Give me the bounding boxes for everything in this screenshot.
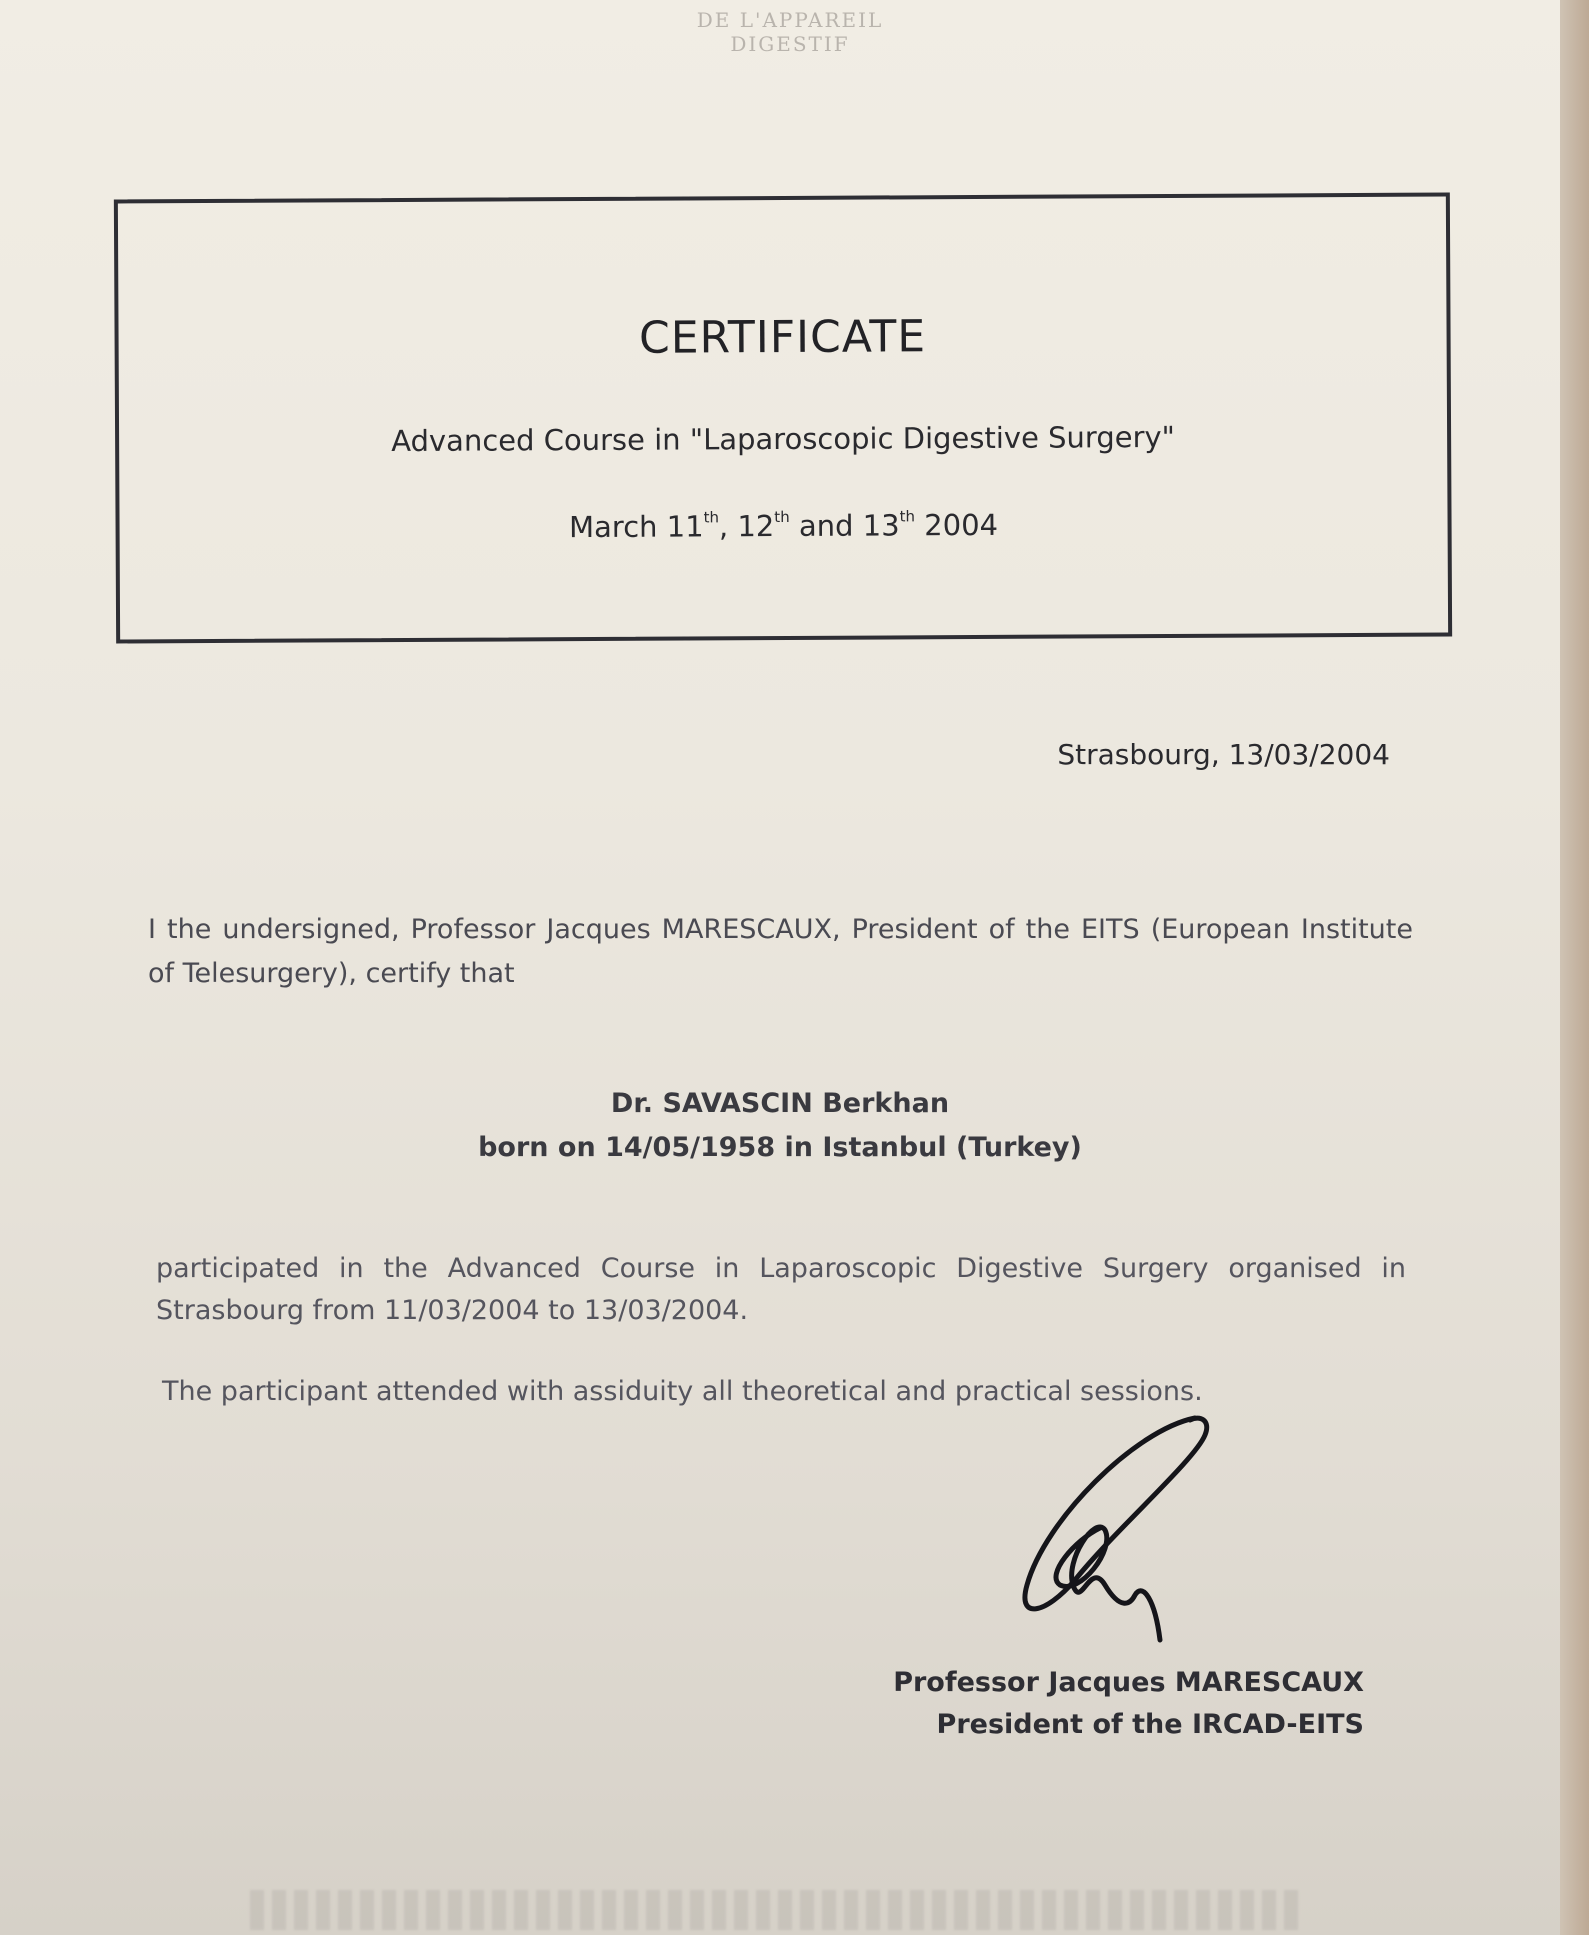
place-and-date: Strasbourg, 13/03/2004 <box>1057 738 1390 771</box>
date-part-2: , 12 <box>718 509 775 544</box>
recipient-name: Dr. SAVASCIN Berkhan <box>610 1088 950 1119</box>
attendance-paragraph: The participant attended with assiduity all theoretical and practical sessions. <box>162 1376 1203 1407</box>
letterhead-text: DE L'APPAREIL DIGESTIF <box>696 8 884 56</box>
recipient-birth: born on 14/05/1958 in Istanbul (Turkey) <box>478 1132 1082 1163</box>
date-part-3: and 13 <box>789 508 900 543</box>
footer-address-faded <box>250 1890 1300 1930</box>
intro-paragraph: I the undersigned, Professor Jacques MARESCAUX, President of the EITS (European Institute of Telesurgery), certify that <box>148 914 1413 989</box>
signatory-title: President of the IRCAD-EITS <box>936 1709 1364 1740</box>
recipient-block <box>0 1082 1560 1170</box>
signatory-name: Professor Jacques MARESCAUX <box>893 1667 1364 1698</box>
certificate-title-box <box>114 193 1452 644</box>
signature-icon <box>1005 1410 1245 1650</box>
course-dates <box>119 505 1447 547</box>
certificate-title: CERTIFICATE <box>638 311 927 364</box>
course-name: Advanced Course in "Laparoscopic Digestive Surgery" <box>391 419 1176 459</box>
ordinal-suffix-1: th <box>703 508 719 527</box>
signatory-block <box>893 1662 1364 1746</box>
paper-edge-shadow <box>1560 0 1589 1935</box>
ordinal-suffix-3: th <box>899 507 916 526</box>
ordinal-suffix-2: th <box>774 507 790 527</box>
date-part-1: March 11 <box>568 509 704 545</box>
participation-paragraph: participated in the Advanced Course in Laparoscopic Digestive Surgery organised in Strasbourg from 11/03/2004 to 13/03/2004. <box>156 1253 1406 1326</box>
date-year: 2004 <box>914 507 999 543</box>
